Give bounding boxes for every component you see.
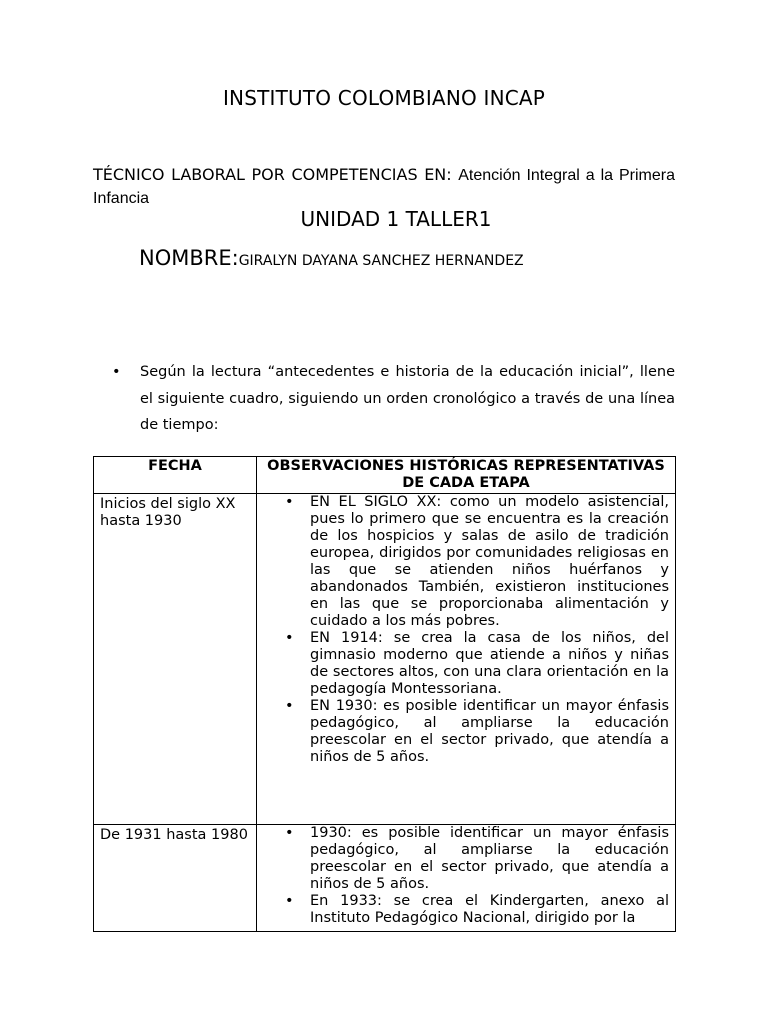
bullet-icon: • [285,893,294,909]
list-item: • EN 1930: es posible identificar un mayor énfasis pedagógico, al ampliarse la educación preescolar en el sector privado, que atendía a niños de 5 años. [285,698,669,765]
list-item: • En 1933: se crea el Kindergarten, anexo al Instituto Pedagógico Nacional, dirigido por la [285,893,669,926]
fecha-cell: Inicios del siglo XX hasta 1930 [94,494,257,825]
table-header-row [94,457,676,494]
fecha-cell: De 1931 hasta 1980 [94,825,257,932]
program-label: TÉCNICO LABORAL POR COMPETENCIAS EN: [93,165,452,184]
unit-title: UNIDAD 1 TALLER1 [300,207,492,231]
list-item: • 1930: es posible identificar un mayor énfasis pedagógico, al ampliarse la educación preescolar en el sector privado, que atendía a niños de 5 años. [285,825,669,892]
name-line [139,246,524,270]
bullet-icon: • [285,698,294,714]
bullet-icon: • [285,630,294,646]
observations-list [257,494,675,766]
header-fecha: FECHA [94,457,257,494]
timeline-table [93,456,676,932]
list-item: • EN 1914: se crea la casa de los niños, del gimnasio moderno que atiende a niños y niñas de sectores altos, con una clara orientación en la pedagogía Montessoriana. [285,630,669,697]
name-label: NOMBRE: [139,246,239,270]
student-name: GIRALYN DAYANA SANCHEZ HERNANDEZ [238,253,524,269]
instructions-text: Según la lectura “antecedentes e historia de la educación inicial”, llene el siguiente cuadro, siguiendo un orden cronológico a través de una línea de tiempo: [140,364,675,433]
program-line [93,164,675,210]
observaciones-cell [257,494,676,825]
institution-title: INSTITUTO COLOMBIANO INCAP [222,86,546,110]
observaciones-cell [257,825,676,932]
table-row [94,494,676,825]
bullet-icon: • [285,494,294,510]
observations-list [257,825,675,927]
header-observaciones: OBSERVACIONES HISTÓRICAS REPRESENTATIVAS DE CADA ETAPA [257,457,676,494]
list-item: • EN EL SIGLO XX: como un modelo asistencial, pues lo primero que se encuentra es la creación de los hospicios y salas de asilo de tradición europea, dirigidos por comunidades religiosas en las que se atienden niños huérfanos y abandonados También, existieron instituciones en las que se proporcionaba alimentación y cuidado a los más pobres. [285,494,669,629]
program-value: Atención Integral a la Primera Infancia [93,167,675,207]
instructions-bullet [112,359,675,439]
bullet-icon: • [112,364,121,380]
bullet-icon: • [285,825,294,841]
table-row [94,825,676,932]
